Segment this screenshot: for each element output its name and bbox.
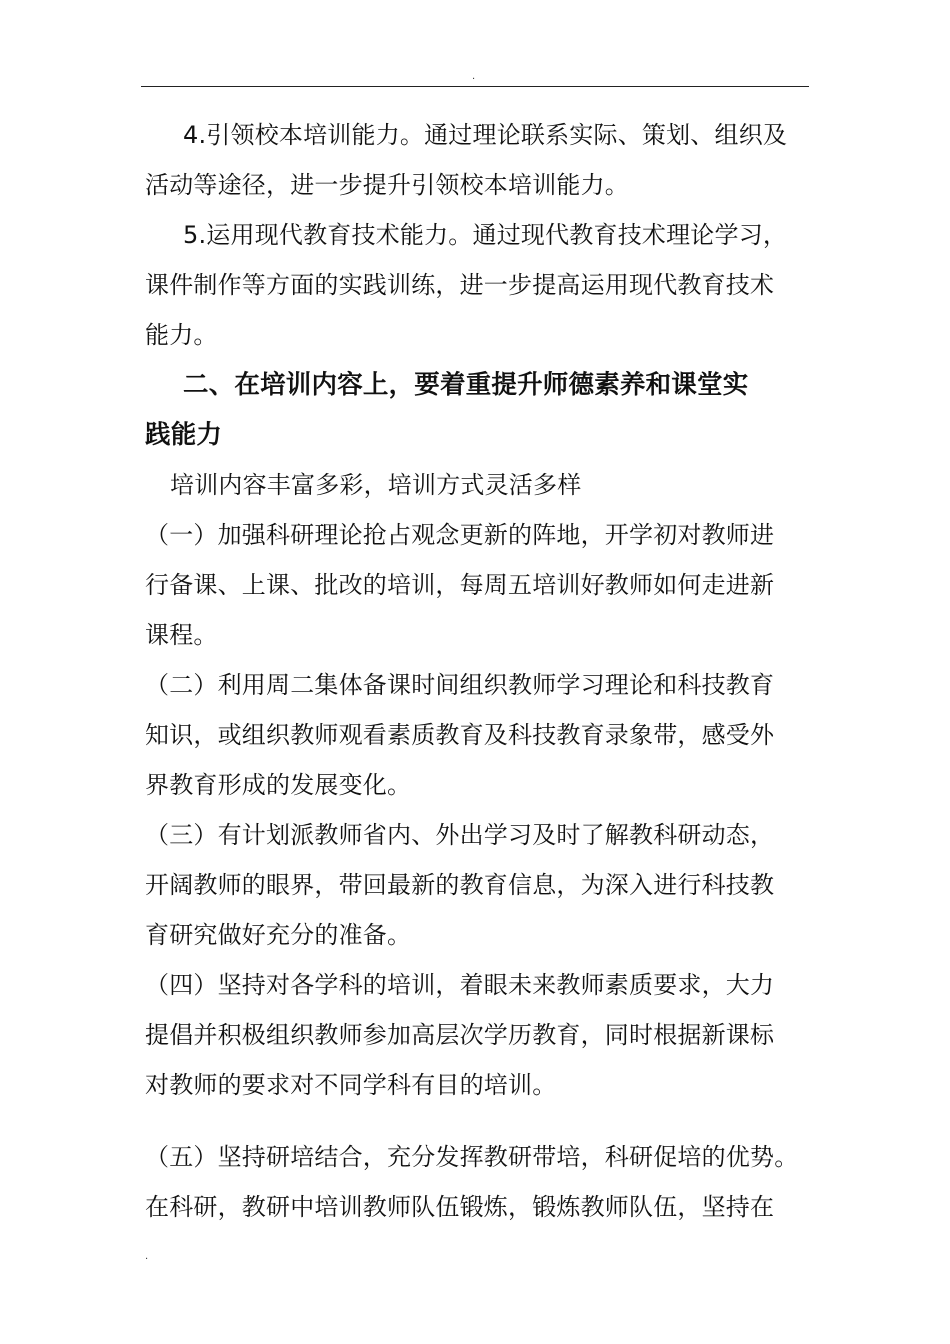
- paragraph-line: （二）利用周二集体备课时间组织教师学习理论和科技教育: [145, 671, 775, 699]
- paragraph-line: 5.运用现代教育技术能力。通过现代教育技术理论学习，: [183, 221, 788, 249]
- paragraph-line: 育研究做好充分的准备。: [145, 921, 412, 949]
- paragraph-line: 培训内容丰富多彩，培训方式灵活多样: [170, 471, 582, 499]
- paragraph-line: 界教育形成的发展变化。: [145, 771, 412, 799]
- section-heading: 二、在培训内容上，要着重提升师德素养和课堂实: [183, 370, 749, 400]
- paragraph-line: （一）加强科研理论抢占观念更新的阵地，开学初对教师进: [145, 521, 775, 549]
- paragraph-line: 知识，或组织教师观看素质教育及科技教育录象带，感受外: [145, 721, 775, 749]
- footer-mark: .: [145, 1251, 149, 1262]
- paragraph-line: 4.引领校本培训能力。通过理论联系实际、策划、组织及: [183, 121, 788, 149]
- paragraph-line: 在科研，教研中培训教师队伍锻炼，锻炼教师队伍，坚持在: [145, 1193, 775, 1221]
- paragraph-line: 课件制作等方面的实践训练，进一步提高运用现代教育技术: [145, 271, 775, 299]
- paragraph-line: 开阔教师的眼界，带回最新的教育信息，为深入进行科技教: [145, 871, 775, 899]
- paragraph-line: 能力。: [145, 321, 218, 349]
- paragraph-line: 行备课、上课、批改的培训，每周五培训好教师如何走进新: [145, 571, 775, 599]
- header-rule: [141, 86, 809, 87]
- paragraph-line: 提倡并积极组织教师参加高层次学历教育，同时根据新课标: [145, 1021, 775, 1049]
- body-text: [145, 110, 810, 1232]
- paragraph-line: 课程。: [145, 621, 218, 649]
- paragraph-line: （五）坚持研培结合，充分发挥教研带培，科研促培的优势。: [145, 1143, 799, 1171]
- paragraph-line: （三）有计划派教师省内、外出学习及时了解教科研动态，: [145, 821, 775, 849]
- header-mark: .: [472, 71, 476, 82]
- paragraph-line: （四）坚持对各学科的培训，着眼未来教师素质要求，大力: [145, 971, 775, 999]
- section-heading: 践能力: [145, 420, 223, 450]
- paragraph-gap: [145, 1110, 810, 1132]
- paragraph-line: 活动等途径，进一步提升引领校本培训能力。: [145, 171, 629, 199]
- paragraph-line: 对教师的要求对不同学科有目的培训。: [145, 1071, 557, 1099]
